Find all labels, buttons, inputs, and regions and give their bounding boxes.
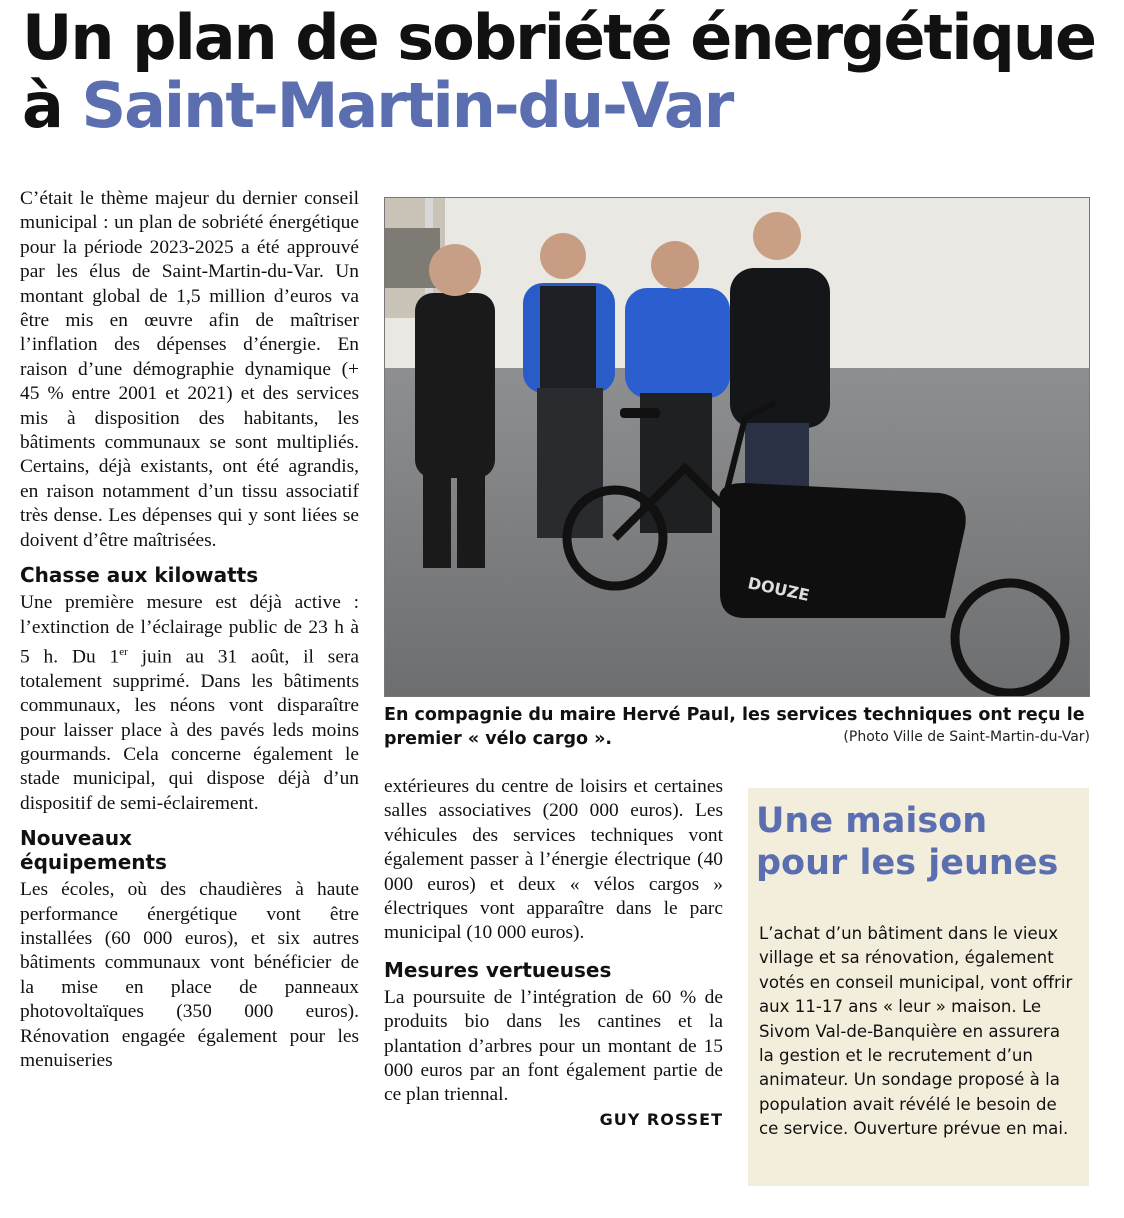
- bike-brand-label: DOUZE: [746, 573, 812, 605]
- mesures-paragraph: La poursuite de l’intégration de 60 % de produits bio dans les cantines et la plantation d’arbres pour un montant de 15 000 euros par an font également partie de ce plan triennal.: [384, 986, 723, 1106]
- title-prefix: à: [22, 69, 82, 142]
- superscript-er: er: [119, 645, 128, 658]
- subheading-mesures: Mesures vertueuses: [384, 957, 612, 982]
- article-title: [22, 1, 1112, 142]
- kilowatts-text-a: Une première mesure est déjà active : l’extinction de l’éclairage public de 23 h à 5 h. Du 1: [20, 592, 359, 668]
- kilowatts-paragraph: [20, 591, 359, 816]
- sidebar-text: L’achat d’un bâtiment dans le vieux village et sa rénovation, également votés en conseil municipal, vont offrir aux 11-17 ans « leur » maison. Le Sivom Val-de-Banquière en assurera la gestion et le recrutement d’un animateur. Un sondage proposé à la population avait révélé le besoin de ce service. Ouverture prévue en mai.: [759, 924, 1073, 1139]
- title-line-1: Un plan de sobriété énergétique: [22, 1, 1096, 74]
- author-signature: GUY ROSSET: [599, 1109, 723, 1129]
- sidebar-title: Une maison pour les jeunes: [756, 801, 1059, 883]
- intro-paragraph: C’était le thème majeur du dernier conseil municipal : un plan de sobriété énergétique pour la période 2023-2025 a été approuvé par les élus de Saint-Martin-du-Var. Un montant global de 1,5 million d’euros va être mis en œuvre afin de maîtriser l’inflation des dépenses d’énergie. En raison d’une démographie dynamique (+ 45 % entre 2001 et 2021) et des services mis à disposition des habitants, les bâtiments communaux se sont multipliés. Certains, déjà existants, ont été agrandis, en raison notamment d’un tissu associatif très dense. Les dépenses qui y sont liées se doivent d’être maîtrisées.: [20, 188, 359, 551]
- subheading-equipements: Nouveaux équipements: [20, 826, 167, 875]
- article-column-2: [384, 775, 723, 1132]
- title-place: Saint-Martin-du-Var: [81, 69, 733, 142]
- continued-paragraph: extérieures du centre de loisirs et certaines salles associatives (200 000 euros). Les véhicules des services techniques vont également passer à l’énergie électrique (40 000 euros) et deux « vélos cargos » électriques vont apparaître dans le parc municipal (10 000 euros).: [384, 776, 723, 944]
- photo-illustration: [385, 198, 1089, 696]
- subheading-kilowatts: Chasse aux kilowatts: [20, 563, 259, 588]
- title-line-2: [22, 69, 1112, 142]
- article-photo: [384, 197, 1090, 697]
- photo-caption: En compagnie du maire Hervé Paul, les services techniques ont reçu le premier « vélo cargo ».: [384, 705, 1085, 749]
- equipements-paragraph: Les écoles, où des chaudières à haute performance énergétique vont être installées (60 000 euros), et six autres bâtiments communaux vont bénéficier de la mise en place de panneaux photovoltaïques (350 000 euros). Rénovation engagée également pour les menuiseries: [20, 879, 359, 1072]
- article-column-1: [20, 187, 359, 1073]
- sidebar-box: [748, 788, 1089, 1186]
- kilowatts-text-b: juin au 31 août, il sera totalement supprimé. Dans les bâtiments communaux, les néons vont disparaître pour laisser place à des pavés leds moins gourmands. Cela concerne également le stade municipal, qui dispose déjà d’un dispositif de semi-éclairement.: [20, 646, 359, 814]
- photo-credit: (Photo Ville de Saint-Martin-du-Var): [843, 729, 1090, 745]
